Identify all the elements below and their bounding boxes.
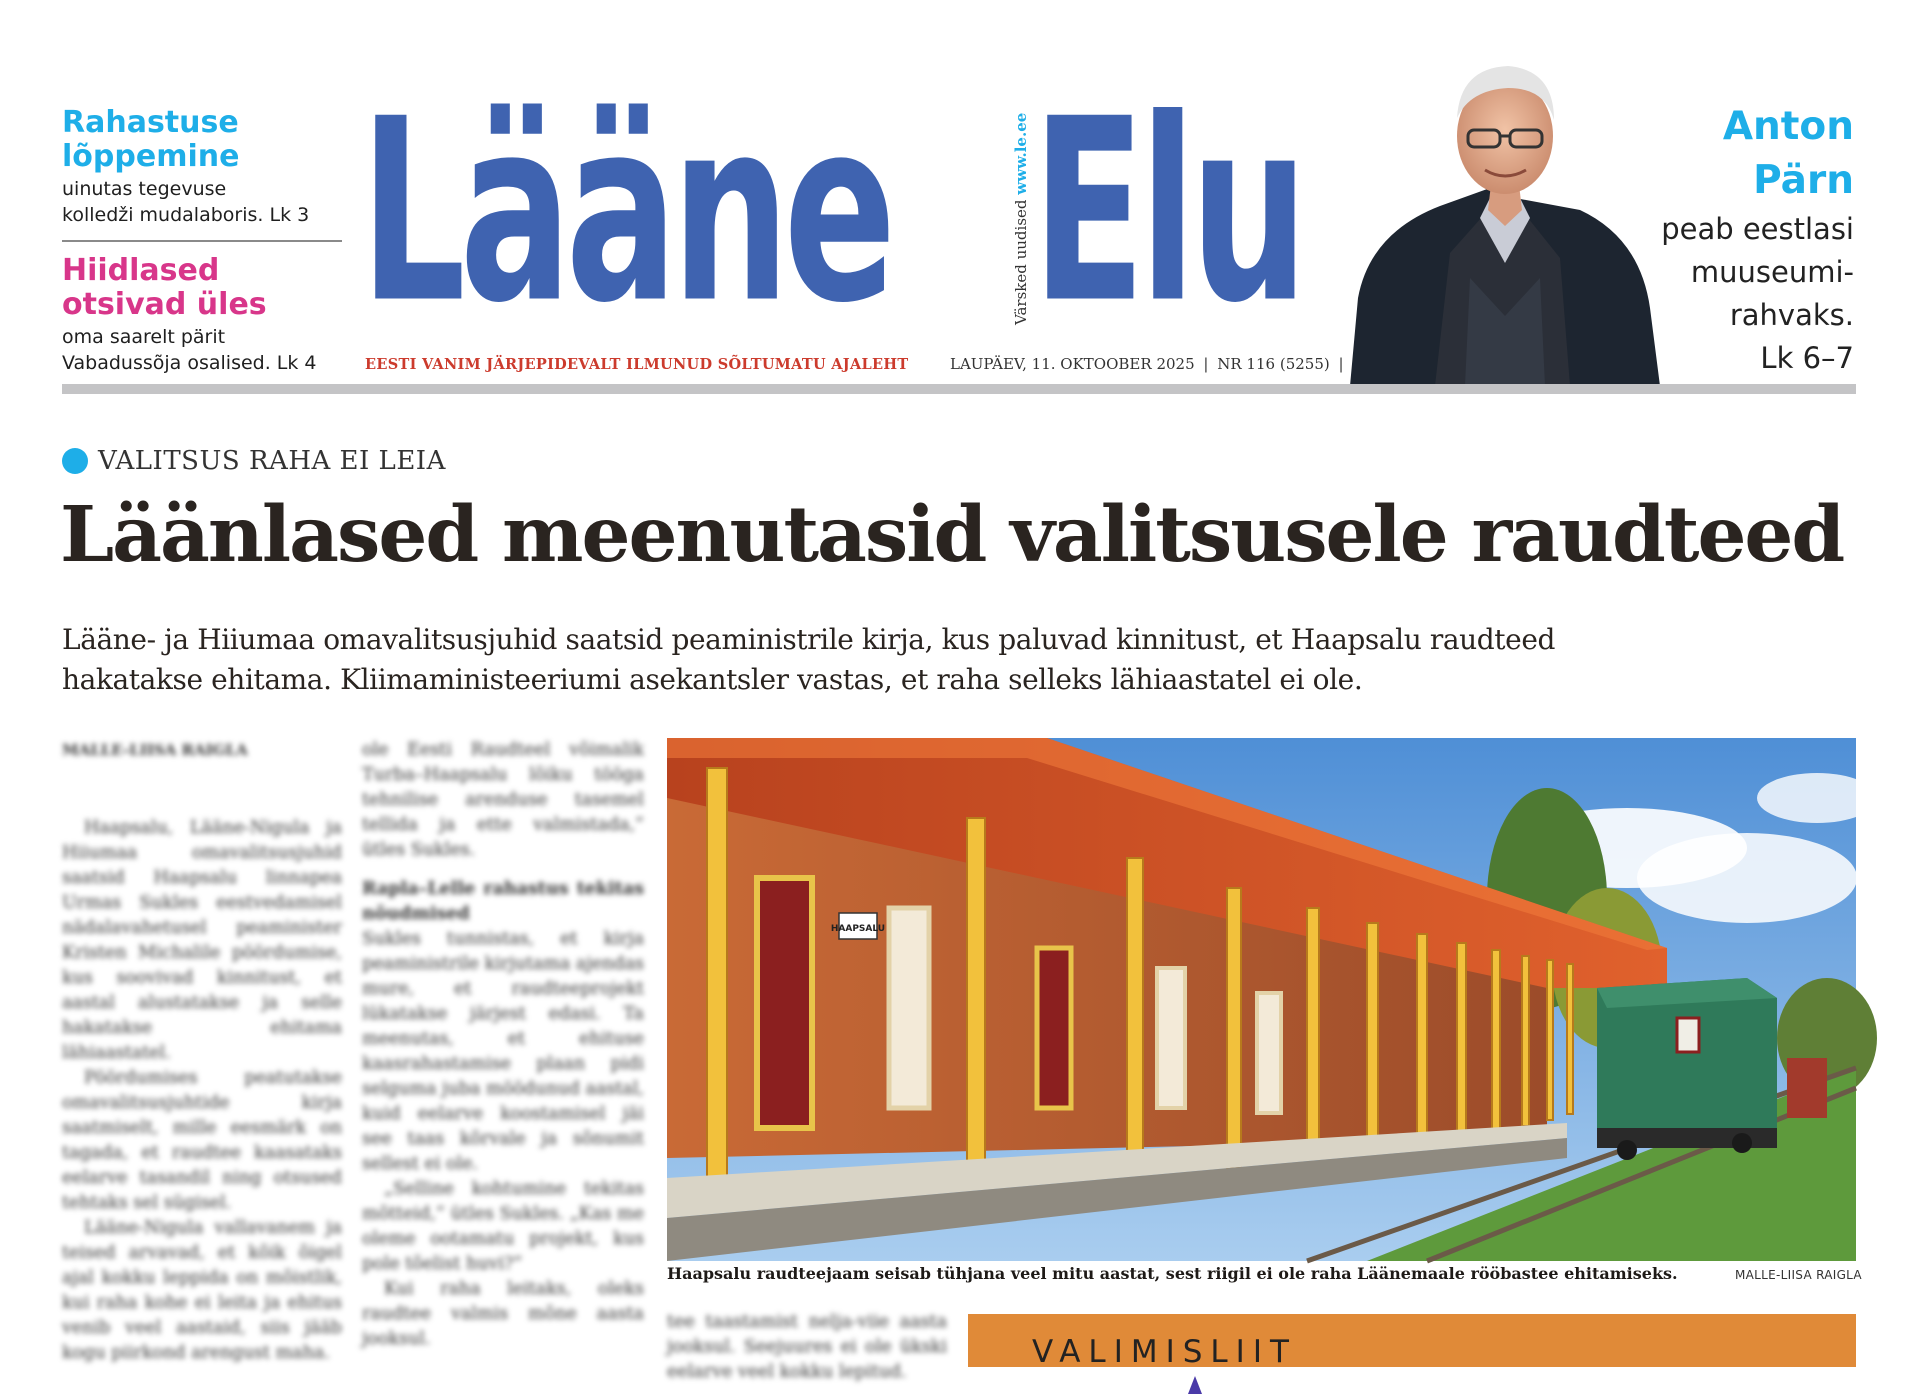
- ad-title: VALIMISLIIT: [1032, 1334, 1297, 1370]
- teaser-headline: Hiidlased otsivad üles: [62, 253, 267, 322]
- article-author: MALLE-LIISA RAIGLA: [62, 741, 248, 759]
- body-paragraph: Sukles tunnistas, et kirja peaministrile kirjutama ajendas mure, et raudteeprojekt lükatakse järjest edasi. Ta meenutas, et ehituse kaasrahastamise plaan pidi selguma juba möödunud aastal, kuid eelarve koostamisel jäi see taas kõrvale ja sõnumit sellest ei ole.: [362, 929, 644, 1174]
- photo-caption: Haapsalu raudteejaam seisab tühjana veel mitu aastat, sest riigil ei ole raha Läänemaale rööbastee ehitamiseks.: [667, 1264, 1678, 1283]
- station-photo[interactable]: [667, 738, 1856, 1261]
- website-link[interactable]: www.le.ee: [1012, 112, 1030, 195]
- masthead-word-elu: Elu: [1032, 65, 1303, 359]
- body-paragraph: „Selline kohtumine tekitas mõtteid,” ütles Sukles. „Kas me oleme ootamatu projekt, kus pole tõelist huvi?”: [362, 1179, 644, 1274]
- teaser-subtext: uinutas tegevuse kolledži mudalaboris. Lk 3: [62, 178, 310, 226]
- article-kicker: [62, 446, 446, 476]
- railway-station-illustration: [667, 738, 1856, 1261]
- masthead-word-laane: Lääne: [360, 65, 891, 359]
- kicker-text: VALITSUS RAHA EI LEIA: [98, 446, 446, 476]
- masthead-rule: [62, 384, 1856, 394]
- body-paragraph: ole Eesti Raudteel võimalik Turba–Haapsalu lõiku tööga tehnilise arenduse tasemel tellida ja ette valmistada,” ütles Sukles.: [362, 740, 644, 860]
- valimisliit-ad[interactable]: [968, 1314, 1856, 1370]
- teaser-headline: Rahastuse lõppemine: [62, 105, 240, 174]
- issue-date: LAUPÄEV, 11. OKTOOBER 2025: [950, 355, 1195, 373]
- body-paragraph: tee taastamist nelja-viie aasta jooksul. Seejuures ei ole ükski eelarve veel kokku lepitud.: [667, 1312, 947, 1382]
- article-column-1: [62, 738, 342, 1367]
- teaser-rahastus[interactable]: [62, 106, 342, 228]
- photo-credit: MALLE-LIISA RAIGLA: [1735, 1268, 1862, 1282]
- body-subheading: Rapla–Lelle rahastus tekitas nõudmised: [362, 879, 644, 924]
- teaser-divider: [62, 240, 342, 242]
- portrait-photo[interactable]: [1340, 48, 1660, 386]
- article-headline[interactable]: Läänlased meenutasid valitsusele raudteed: [60, 490, 1844, 580]
- teaser-anton-parn[interactable]: [1640, 100, 1854, 380]
- body-paragraph: Lääne-Nigula vallavanem ja teised arvavad, et kõik õigel ajal kokku leppida on mõistlik, kui raha kohe ei leita ja ehitus venib veel aastaid, siis jääb kogu piirkond arengust maha.: [62, 1218, 342, 1363]
- station-sign: HAAPSALU: [830, 924, 886, 934]
- masthead-dateline: LAUPÄEV, 11. OKTOOBER 2025 | NR 116 (5255) |: [950, 355, 1376, 373]
- masthead-tagline: EESTI VANIM JÄRJEPIDEVALT ILMUNUD SÕLTUMATU AJALEHT: [365, 356, 909, 373]
- man-portrait-illustration: [1340, 48, 1660, 386]
- body-paragraph: Kui raha leitaks, oleks raudtee valmis mõne aasta jooksul.: [362, 1279, 644, 1349]
- kicker-dot-icon: [62, 448, 88, 474]
- masthead-vertical-text: [1010, 110, 1032, 325]
- article-column-2: [362, 738, 644, 1367]
- body-paragraph: Haapsalu, Lääne-Nigula ja Hiiumaa omavalitsusjuhid saatsid Haapsalu linnapea Urmas Sukles eestvedamisel nädalavahetusel peaminister Kristen Michalile pöördumise, kus soovivad kinnitust, et aastal alustatakse ja selle hakatakse ehitama lähiaastatel.: [62, 818, 342, 1063]
- ad-logo-icon: [1188, 1376, 1202, 1394]
- issue-number: NR 116 (5255): [1217, 355, 1330, 373]
- body-paragraph: Pöördumises peatutakse omavalitsusjuhtide kirja saatmiselt, mille eesmärk on tagada, et raudtee kaasataks eelarve tasandil ning otsused tehtaks sel sügisel.: [62, 1068, 342, 1213]
- teaser-hiidlased[interactable]: [62, 254, 362, 376]
- article-column-3: [667, 1310, 947, 1382]
- vertical-prefix: Värsked uudised: [1012, 194, 1030, 325]
- teaser-subtext: oma saarelt pärit Vabadussõja osalised. Lk 4: [62, 326, 317, 374]
- teaser-name: Anton Pärn: [1722, 104, 1854, 203]
- teaser-subtext: peab eestlasi muuseumi- rahvaks. Lk 6–7: [1661, 212, 1854, 375]
- article-lede: Lääne- ja Hiiumaa omavalitsusjuhid saatsid peaministrile kirja, kus paluvad kinnitust, et Haapsalu raudteed hakatakse ehitama. Kliimaministeeriumi asekantsler vastas, et raha selleks lähiaastatel ei ole.: [62, 623, 1556, 696]
